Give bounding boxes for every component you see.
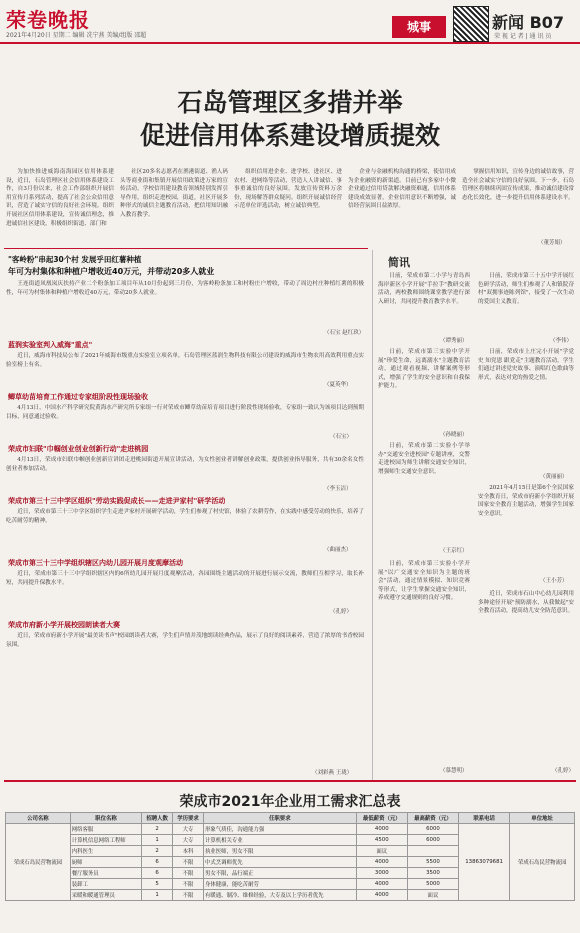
news-byline: （夏英华） <box>324 382 352 388</box>
column-divider <box>372 250 373 780</box>
table-cell: 餐厅服务员 <box>70 868 142 879</box>
lead-column-3: 组织信用进企业、进学校、进社区、进农村、进网络等活动，营造人人讲诚信、事事重诚信的良好氛围。发放宣传资料万余份，现场解答群众疑问。组织开展诚信经营示范单位评选活动，树立诚信典型。 <box>234 169 342 210</box>
table-cell: 4000 <box>356 824 407 835</box>
news-body: 近日，威海市科技局公布了2021年威海市级重点实验室立项名单，石岛管理区蓝润生物科技有限公司建设的威海市生物农用高效利用重点实验室榜上有名。 <box>6 353 364 368</box>
brief-item: 日前，荣成市第三实验小学开展"以广交通安全知识为主题的班会"活动，通过情景模拟、知识竞赛等形式，让学生掌握交通安全知识，养成遵守交通规则的良好习惯。 <box>378 561 470 602</box>
table-cell: 面议 <box>407 890 458 901</box>
table-cell: 4500 <box>356 835 407 846</box>
issue-meta: 2021年4月20日 星期二 编辑 冼宁燕 美编/组版 邵超 <box>6 32 147 39</box>
news-byline: （刘彩燕 王珑） <box>312 770 353 776</box>
brief-byline: （王小芳） <box>540 578 568 584</box>
main-headline <box>0 86 580 152</box>
brief-byline: （谭秀丽） <box>440 338 468 344</box>
edition-info: 荣 视 记 者 | 通 讯 员 <box>494 33 552 40</box>
table-cell: 男女不限，品行端正 <box>203 868 356 879</box>
table-cell: 2 <box>142 824 173 835</box>
news-body: 4月13日，中国水产科学研究院黄海水产研究所专家组一行对荣成市鲫草幼苗培育项目进行阶段性现场验收，专家组一致认为该项目达到预期目标，同意通过验收。 <box>6 405 364 420</box>
news-title: 蓝润实验室判入威海"重点" <box>8 341 93 349</box>
table-cell: 3000 <box>356 868 407 879</box>
news-byline: （李玉洁） <box>324 486 352 492</box>
table-cell <box>407 846 458 857</box>
page-number: B07 <box>529 13 565 32</box>
table-divider <box>4 780 576 782</box>
table-cell: 大专 <box>173 835 204 846</box>
brief-news-heading: 简讯 <box>388 256 410 269</box>
table-row <box>6 824 575 835</box>
news-byline: （石宝） <box>330 434 353 440</box>
news-body: 4月13日，荣成市妇联巾帼创业创新宣讲团走进桃园街道开展宣讲活动，为女性创业者讲解创业政策，提供创业指导服务，共有30余名女性创业者参加活动。 <box>6 457 364 472</box>
table-header-cell: 单位地址 <box>510 813 575 824</box>
table-cell: 2 <box>142 846 173 857</box>
brief-byline: （李伟） <box>550 338 573 344</box>
table-cell: 形象气质佳，沟通能力强 <box>203 824 356 835</box>
lead-byline: （董芳娟） <box>538 240 566 246</box>
news-byline: （石宝 赵红玖） <box>324 330 365 336</box>
table-header-cell: 招聘人数 <box>142 813 173 824</box>
table-cell: 不限 <box>173 890 204 901</box>
news-body: 王连街道凤凰岚庆扶持产业二个粉条加工项目年从10月份起到三月份，为客岭粉条加工和村粉庄户增收，带动了周边村庄种植红薯的积极性，年可为村集体和种植户增收近40万元，带动20多人就业。 <box>6 281 364 296</box>
headline-line-1: 石岛管理区多措并举 <box>177 88 403 117</box>
channel-badge: 城事 <box>392 16 446 38</box>
table-cell: 本科 <box>173 846 204 857</box>
table-header-cell: 任职要求 <box>203 813 356 824</box>
table-cell: 网络客服 <box>70 824 142 835</box>
table-cell: 13863079681 <box>459 824 510 901</box>
table-cell: 不限 <box>173 879 204 890</box>
table-header-row <box>6 813 575 824</box>
table-title: 荣成市2021年企业用工需求汇总表 <box>179 794 401 810</box>
brief-item: 近日，荣成市石山中心幼儿园利用多种途径开展"预防溺水，从我做起"安全教育活动，提高幼儿安全防范意识。 <box>478 591 574 615</box>
brief-item: 日前，荣成市第三十五中学开展红色研学活动，师生们参观了人和镇院夼村"双拥事迹陈列馆"，接受了一次生动的爱国主义教育。 <box>478 273 574 305</box>
news-body: 近日，荣成市府新小学开展"最美读书声"校园朗读者大赛，学生们声情并茂地朗读经典作品，展示了良好的阅读素养，营造了浓厚的书香校园氛围。 <box>6 633 364 648</box>
section-name: 新闻 <box>492 13 525 32</box>
table-cell: 4000 <box>356 879 407 890</box>
table-cell: 计算机信息网络工程师 <box>70 835 142 846</box>
table-cell: 大专 <box>173 824 204 835</box>
table-cell: 荣成石岛民营物流园 <box>510 824 575 901</box>
news-title: 荣成市第三十三中学区组织"劳动实践促成长——走进尹家村"研学活动 <box>8 497 226 505</box>
lead-column-5: 掌握信用知识，宣传身边的诚信故事，营造全社会诚实守信的良好氛围。下一步，石岛管理区将继续巩固宣传成果，推动诚信建设常态化长效化，进一步提升信用体系建设水平。 <box>462 169 574 201</box>
brief-byline: （慕慧明） <box>440 768 468 774</box>
table-cell: 内科医生 <box>70 846 142 857</box>
news-body: 近日，荣成市第三十三中学组织辖区内的6所幼儿园开展月度观摩活动，各园围绕主题活动的开展进行展示交流，教师们互相学习，取长补短，共同提升保教水平。 <box>6 571 364 586</box>
table-header-cell: 联系电话 <box>459 813 510 824</box>
table-cell: 5500 <box>407 857 458 868</box>
table-cell: 5 <box>142 879 173 890</box>
headline-line-2: 促进信用体系建设增质提效 <box>139 121 440 150</box>
masthead <box>0 0 580 44</box>
job-demand-table <box>5 812 575 901</box>
news-title: 荣成市妇联"巾帼创业创业创新行动"走进桃园 <box>8 445 149 453</box>
news-title: 鲫草幼苗培育工作通过专家组阶段性现场验收 <box>8 393 148 401</box>
table-cell: 6 <box>142 868 173 879</box>
qr-code-icon <box>453 6 489 42</box>
table-cell: 1 <box>142 890 173 901</box>
table-cell: 4000 <box>356 857 407 868</box>
brief-item: 日前，荣成市上庄完小开展"学党史 知党恩 跟党走"主题教育活动，学生们通过讲述党史故事、演唱红色歌曲等形式，表达对党的热爱之情。 <box>478 349 574 381</box>
lead-column-1: 为加快推进威海南海园区信用体系建设，近日，石岛管理区社会信用体系建设工作，自3月份以来，社会工作部组织开展信用宣传月系列活动，提高了社会公众信用意识，营造了诚实守信的良好社会环境。组织开展社区信用体系建设，宣传诚信理念，推进诚信社区建设，积极组织街道、部门和 <box>6 169 114 227</box>
brief-item: 日前，荣成市第二实验小学举办"交通安全进校园"专题讲座，交警走进校园为师生讲解交通安全知识，增强师生交通安全意识。 <box>378 443 470 475</box>
brief-item: 日前，荣成市第三实验中学开展"珍爱生命，远离溺水"主题教育活动，通过观看视频、讲解案例等形式，增强了学生的安全意识和自我保护能力。 <box>378 349 470 390</box>
table-cell: 身体健康，能吃苦耐劳 <box>203 879 356 890</box>
table-header-cell: 最低薪资（元） <box>356 813 407 824</box>
table-cell: 执业医师，男女不限 <box>203 846 356 857</box>
table-cell: 5000 <box>407 879 458 890</box>
table-cell: 厨师 <box>70 857 142 868</box>
table-cell: 装卸工 <box>70 879 142 890</box>
table-cell: 不限 <box>173 868 204 879</box>
news-title: 荣成市第三十三中学组织辖区内幼儿园开展月度观摩活动 <box>8 559 183 567</box>
table-cell: 3500 <box>407 868 458 879</box>
table-cell: 荣成石岛民营物流园 <box>6 824 71 901</box>
news-title: 年可为村集体和种植户增收近40万元，并带动20多人就业 <box>8 267 215 276</box>
news-byline: （孔婷） <box>330 609 353 615</box>
brief-byline: （黄丽丽） <box>540 474 568 480</box>
news-byline: （曲丽杰） <box>324 547 352 553</box>
table-cell: 1 <box>142 835 173 846</box>
section-divider <box>4 248 368 249</box>
brief-item: 日前，荣成市第二小学与青岛西海岸新区小学开展"手拉手"教研交流活动，两校教师围绕课堂教学进行深入研讨，共同提升教育教学水平。 <box>378 273 470 305</box>
news-kicker: "客岭粉"串起30个村 发展乎田红薯种植 <box>8 255 142 264</box>
table-cell: 中式烹调师优先 <box>203 857 356 868</box>
newspaper-logo: 荣卷晚报 <box>6 8 90 32</box>
news-body: 近日，荣成市第三十三中学区组织学生走进尹家村开展研学活动，学生们参观了村史馆，体验了农耕劳作，在实践中感受劳动的快乐，培养了吃苦耐劳的精神。 <box>6 509 364 524</box>
brief-byline: （孔婷） <box>552 768 575 774</box>
brief-byline: （孙晓丽） <box>440 432 468 438</box>
table-cell: 不限 <box>173 857 204 868</box>
table-header-cell: 职位名称 <box>70 813 142 824</box>
table-cell: 4000 <box>356 890 407 901</box>
table-header-cell: 学历要求 <box>173 813 204 824</box>
table-cell: 6000 <box>407 835 458 846</box>
table-cell: 计算机相关专业 <box>203 835 356 846</box>
table-header-cell: 最高薪资（元） <box>407 813 458 824</box>
table-cell: 6 <box>142 857 173 868</box>
table-cell: 面议 <box>356 846 407 857</box>
news-title: 荣成市府新小学开展校园朗读者大赛 <box>8 621 120 629</box>
table-cell: 有暖通、制冷、维修经验，大专及以上学历者优先 <box>203 890 356 901</box>
lead-column-4: 企业与金融机构沟通的桥梁，使信用成为企业融资的新渠道。目前已有多家中小微企业通过信用贷款解决融资难题，信用体系建设成效显著，企业信用意识不断增强，诚信经营氛围日益浓厚。 <box>348 169 456 210</box>
lead-column-2: 社区20多名志愿者在渔港街道、渔人码头等商业街和集镇开展信用政策进万家的宣传活动。学校信用建设教育领域特别发挥引导作用，组织走进校园，街道，社区开展多种形式的诚信主题教育活动，把信用知识融入教育教学。 <box>120 169 228 218</box>
brief-item: 2021年4月15日是第6个全民国家安全教育日，荣成市府新小学组织开展国家安全教育主题活动，增强学生国家安全意识。 <box>478 485 574 517</box>
page-label <box>492 10 564 33</box>
table-header-cell: 公司名称 <box>6 813 71 824</box>
table-cell: 6000 <box>407 824 458 835</box>
brief-byline: （王京红） <box>440 548 468 554</box>
masthead-rule <box>0 42 580 44</box>
table-cell: 采暖和暖通管理员 <box>70 890 142 901</box>
